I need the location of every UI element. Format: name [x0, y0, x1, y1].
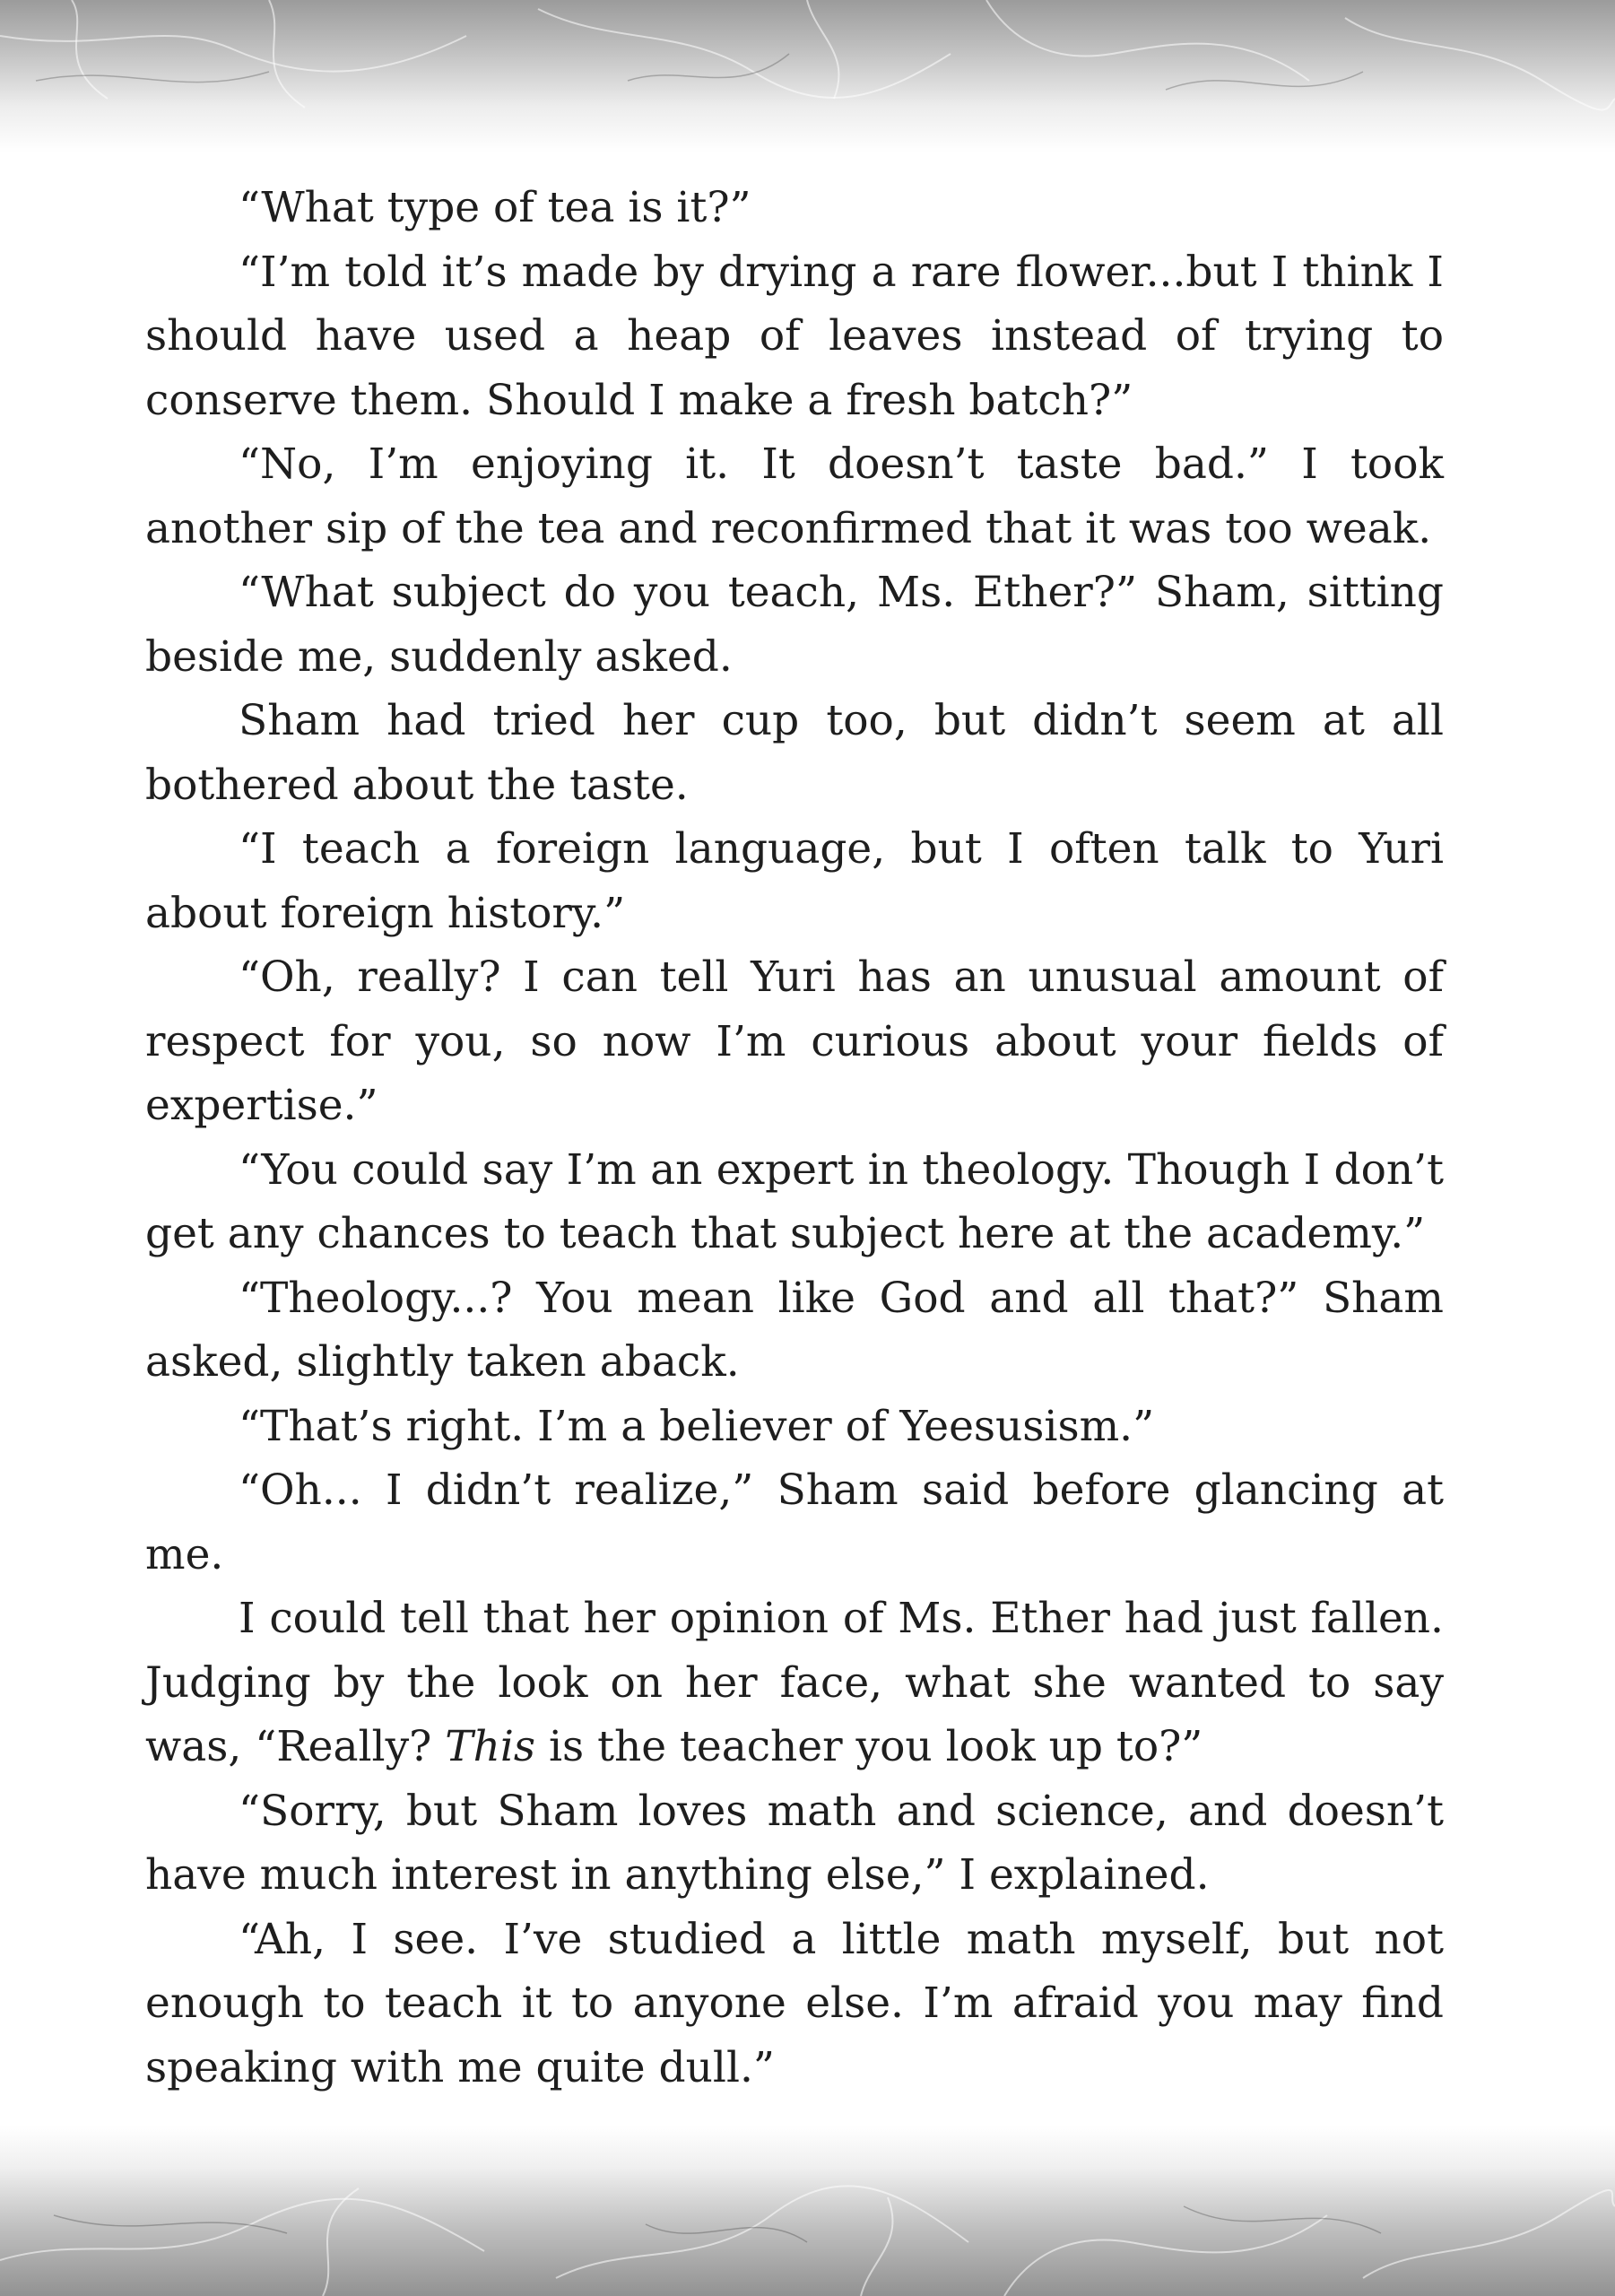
paragraph-3: “No, I’m enjoying it. It doesn’t taste bad.” I took another sip of the tea and reconfirmed that it was too weak. — [145, 439, 1444, 553]
paragraph-13: “Sorry, but Sham loves math and science, and doesn’t have much interest in anything else,” I explained. — [145, 1786, 1444, 1900]
paragraph-12 — [145, 1587, 1444, 1779]
marble-veins-bottom — [0, 2126, 1615, 2296]
paragraph-11: “Oh... I didn’t realize,” Sham said before glancing at me. — [145, 1465, 1444, 1579]
paragraph-12-after: is the teacher you look up to?” — [535, 1722, 1203, 1771]
paragraph-5: Sham had tried her cup too, but didn’t seem at all bothered about the taste. — [145, 696, 1444, 810]
paragraph-1: “What type of tea is it?” — [239, 183, 751, 232]
paragraph-2: “I’m told it’s made by drying a rare flower...but I think I should have used a heap of leaves instead of trying to conserve them. Should I make a fresh batch?” — [145, 247, 1444, 425]
marble-veins-top — [0, 0, 1615, 152]
paragraph-8: “You could say I’m an expert in theology. Though I don’t get any chances to teach that subject here at the academy.” — [145, 1144, 1444, 1258]
paragraph-4: “What subject do you teach, Ms. Ether?” Sham, sitting beside me, suddenly asked. — [145, 568, 1444, 682]
paragraph-7: “Oh, really? I can tell Yuri has an unusual amount of respect for you, so now I’m curious about your fields of expertise.” — [145, 952, 1444, 1130]
paragraph-12-emphasis: This — [445, 1722, 536, 1771]
body-text — [145, 176, 1444, 2100]
paragraph-9: “Theology...? You mean like God and all that?” Sham asked, slightly taken aback. — [145, 1273, 1444, 1387]
paragraph-12-before: I could tell that her opinion of Ms. Ether had just fallen. Judging by the look on her face, what she wanted to say was, “Really? — [145, 1594, 1444, 1771]
paragraph-6: “I teach a foreign language, but I often talk to Yuri about foreign history.” — [145, 824, 1444, 938]
paragraph-10: “That’s right. I’m a believer of Yeesusism.” — [239, 1401, 1155, 1451]
paragraph-14: “Ah, I see. I’ve studied a little math myself, but not enough to teach it to anyone else. I’m afraid you may find speaking with me quite dull.” — [145, 1914, 1444, 2092]
marble-footer-decoration — [0, 2126, 1615, 2296]
marble-header-decoration — [0, 0, 1615, 152]
